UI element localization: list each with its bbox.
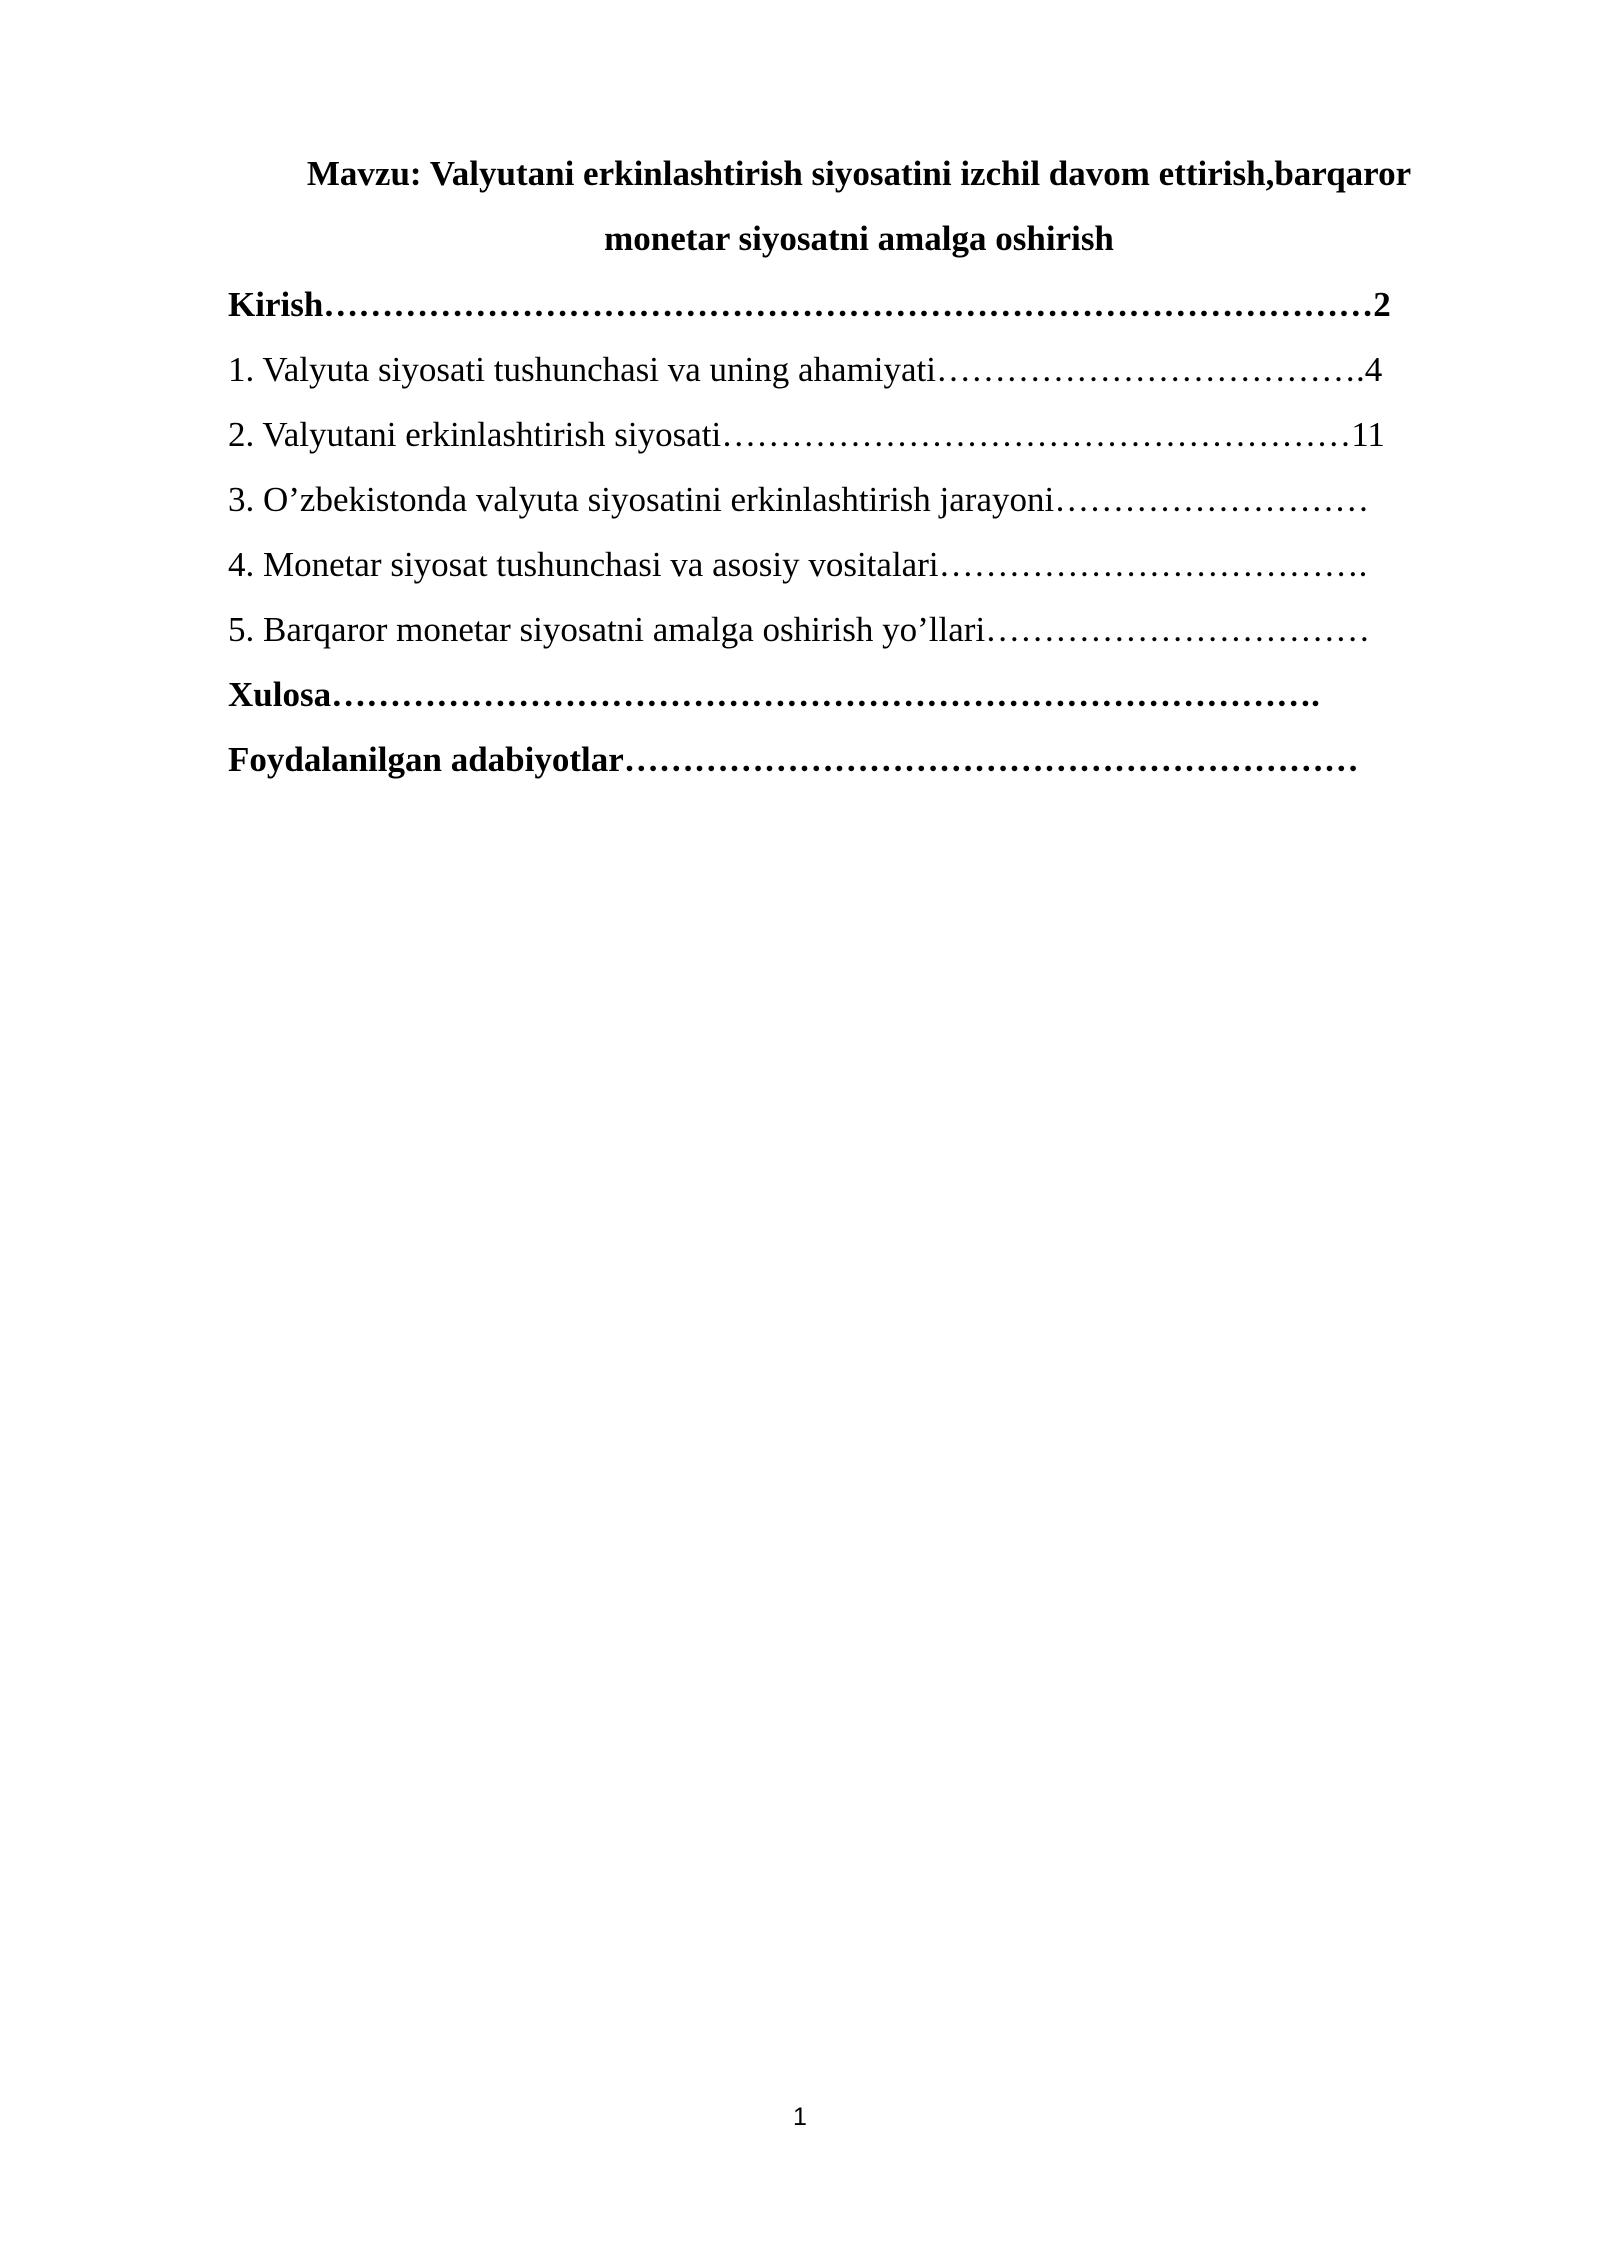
document-title-line-2: monetar siyosatni amalga oshirish [604, 219, 1114, 258]
toc-item-references: Foydalanilgan adabiyotlar……………………………………………………… [228, 740, 1359, 779]
toc-item-xulosa: Xulosa…………………………………………………………………………. [228, 675, 1320, 714]
toc-item-2: 2. Valyutani erkinlashtirish siyosati………………………………………………11 [228, 415, 1385, 454]
page-number: 1 [793, 2103, 807, 2131]
toc-item-kirish: Kirish………………………………………………………………………………2 [228, 285, 1391, 324]
toc-item-1: 1. Valyuta siyosati tushunchasi va uning ahamiyati……………………………….4 [228, 350, 1383, 389]
toc-item-4: 4. Monetar siyosat tushunchasi va asosiy vositalari………………………………. [228, 545, 1368, 584]
toc-item-3: 3. O’zbekistonda valyuta siyosatini erkinlashtirish jarayoni……………………… [228, 480, 1370, 519]
toc-item-5: 5. Barqaror monetar siyosatni amalga oshirish yo’llari…………………………… [228, 610, 1371, 649]
document-title-line-1: Mavzu: Valyutani erkinlashtirish siyosatini izchil davom ettirish,barqaror [306, 154, 1412, 193]
